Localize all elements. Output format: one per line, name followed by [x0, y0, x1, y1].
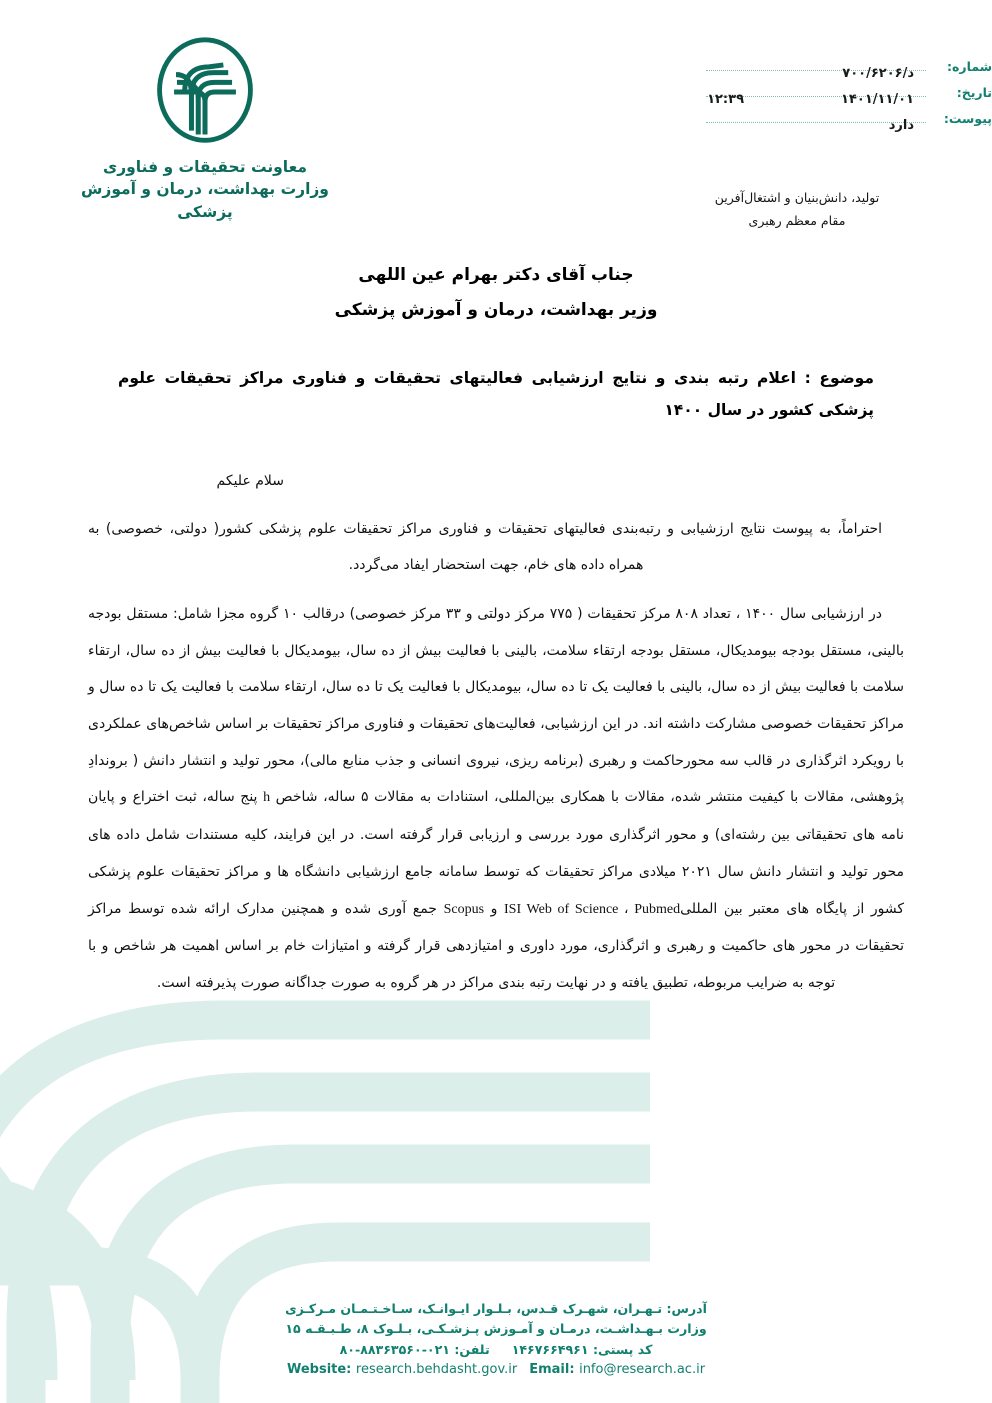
footer-address-line2: وزارت بـهـداشـت، درمـان و آمـوزش پـزشـکـی، بـلـوک ۸، طـبـقـه ۱۵	[285, 1321, 707, 1337]
organization-logo-block	[60, 34, 350, 223]
letter-footer	[0, 1299, 992, 1377]
paragraph-main-part-a: در ارزشیابی سال ۱۴۰۰ ، تعداد ۸۰۸ مرکز تحقیقات ( ۷۷۵ مرکز دولتی و ۳۳ مرکز خصوصی) درقالب ۱۰ گروه مجزا شامل: مستقل بودجه بالینی، مستقل بودجه بیومدیکال، مستقل بودجه ارتقاء سلامت، بالینی با فعالیت بیش از ده سال، بیومدیکال با فعالیت بیش از ده سال، ارتقاء سلامت با فعالیت بیش از ده سال، بالینی با فعالیت یک تا ده سال، بیومدیکال با فعالیت یک تا ده سال، ارتقاء سلامت با فعالیت یک تا ده سال و مراکز تحقیقات خصوصی مشارکت داشته اند. در این ارزشیابی، فعالیت‌های تحقیقات و فناوری مراکز تحقیقات بر اساس شاخص‌های عملکردی با رویکرد اثرگذاری در قالب سه محورحاکمت و رهبری (برنامه ریزی، نیروی انسانی و جذب منابع مالی)، محور تولید و انتشار دانش ( بروندادِ پژوهشی، مقالات با کیفیت منتشر شده، مقالات با همکاری بین‌المللی، استنادات به مقالات ۵ ساله، شاخص	[88, 606, 904, 806]
meta-row-attachment	[702, 110, 992, 136]
paragraph-main-part-b: پنج ساله، ثبت اختراع و پایان نامه های تحقیقاتی بین رشته‌ای) و محور اثرگذاری مورد بررسی و ارزیابی قرار گرفته است. در این فرایند، کلیه مستندات شامل داده های محور تولید و انتشار دانش سال ۲۰۲۱ میلادی مراکز تحقیقات که توسط سامانه جامع ارزشیابی دانشگاه ها و مراکز تحقیقات علوم پزشکی کشور از پایگاه های معتبر بین المللی	[88, 789, 905, 917]
subject-line: موضوع : اعلام رتبه بندی و نتایج ارزشیابی فعالیتهای تحقیقات و فناوری مراکز تحقیقات علوم پزشکی کشور در سال ۱۴۰۰	[118, 368, 874, 420]
footer-postal-phone	[0, 1340, 992, 1360]
meta-row-number	[702, 58, 992, 84]
greeting-line: سلام علیکم	[216, 472, 284, 489]
website-value[interactable]: research.behdasht.gov.ir	[355, 1362, 518, 1377]
phone-label: تلفن:	[454, 1341, 490, 1357]
slogan-line1: تولید، دانش‌بنیان و اشتغال‌آفرین	[714, 190, 880, 205]
website-label: Website:	[286, 1362, 352, 1377]
meta-value-number: د/۷۰۰/۶۲۰۶	[842, 66, 914, 81]
tree-in-oval-icon	[147, 34, 263, 150]
footer-address-line1: آدرس: تـهـران، شهـرک قـدس، بـلـوار ایـوانـک، سـاخـتـمـان مـرکـزی	[285, 1300, 707, 1316]
slogan-line2: مقام معظم رهبری	[748, 213, 846, 229]
phone-value: ۰۲۱-۸۸۳۶۳۵۶۰-۸۰	[339, 1341, 450, 1357]
meta-value-attachment: دارد	[888, 118, 914, 133]
paragraph-intro: احتراماً، به پیوست نتایج ارزشیابی و رتبه‌بندی فعالیتهای تحقیقات و فناوری مراکز تحقیقات علوم پزشکی کشور( دولتی، خصوصی) به همراه داده های خام، جهت استحضار ایفاد می‌گردد.	[88, 520, 882, 574]
addressee-title: وزیر بهداشت، درمان و آموزش پزشکی	[334, 299, 658, 320]
meta-label-date: تاریخ:	[956, 85, 992, 100]
letter-header	[0, 0, 992, 230]
organization-name-line2: وزارت بهداشت، درمان و آموزش پزشکی	[81, 180, 329, 221]
email-value[interactable]: info@research.ac.ir	[579, 1362, 706, 1377]
footer-web-email	[0, 1362, 992, 1377]
meta-label-attachment: پیوست:	[943, 111, 992, 126]
email-label: Email:	[529, 1362, 575, 1377]
addressee-name: جناب آقای دکتر بهرام عین اللهی	[358, 265, 634, 285]
postal-code-label: کد پستی:	[592, 1341, 653, 1357]
organization-name-line1: معاونت تحقیقات و فناوری	[103, 158, 307, 176]
organization-name	[60, 156, 350, 223]
letter-body	[88, 258, 904, 1014]
h-index-symbol: h	[263, 790, 271, 806]
reference-meta-block	[702, 58, 992, 136]
postal-code-value: ۱۴۶۷۶۶۴۹۶۱	[511, 1341, 589, 1357]
meta-value-time: ۱۲:۳۹	[707, 92, 744, 107]
paragraph-main-part-d: جمع آوری شده و همچنین مدارک ارائه شده توسط مراکز تحقیقات در محور های حاکمیت و رهبری و اثرگذاری، مورد داوری و امتیازدهی قرار گرفته و امتیازات خام بر اساس اهمیت هر شاخص و با توجه به ضرایب مربوطه، تطبیق یافته و در نهایت رتبه بندی مراکز در هر گروه به صورت جداگانه صورت پذیرفته است.	[88, 900, 904, 991]
year-slogan	[642, 186, 952, 232]
meta-value-date: ۱۴۰۱/۱۱/۰۱	[841, 92, 914, 107]
meta-label-number: شماره:	[947, 59, 992, 74]
paragraph-main-conj: و	[484, 900, 505, 917]
database-names-2: Scopus	[443, 901, 485, 917]
meta-row-date	[702, 84, 992, 110]
paragraph-main	[88, 596, 904, 1001]
addressee-block	[88, 258, 904, 328]
database-names-1: ISI Web of Science ، Pubmed	[504, 901, 681, 917]
